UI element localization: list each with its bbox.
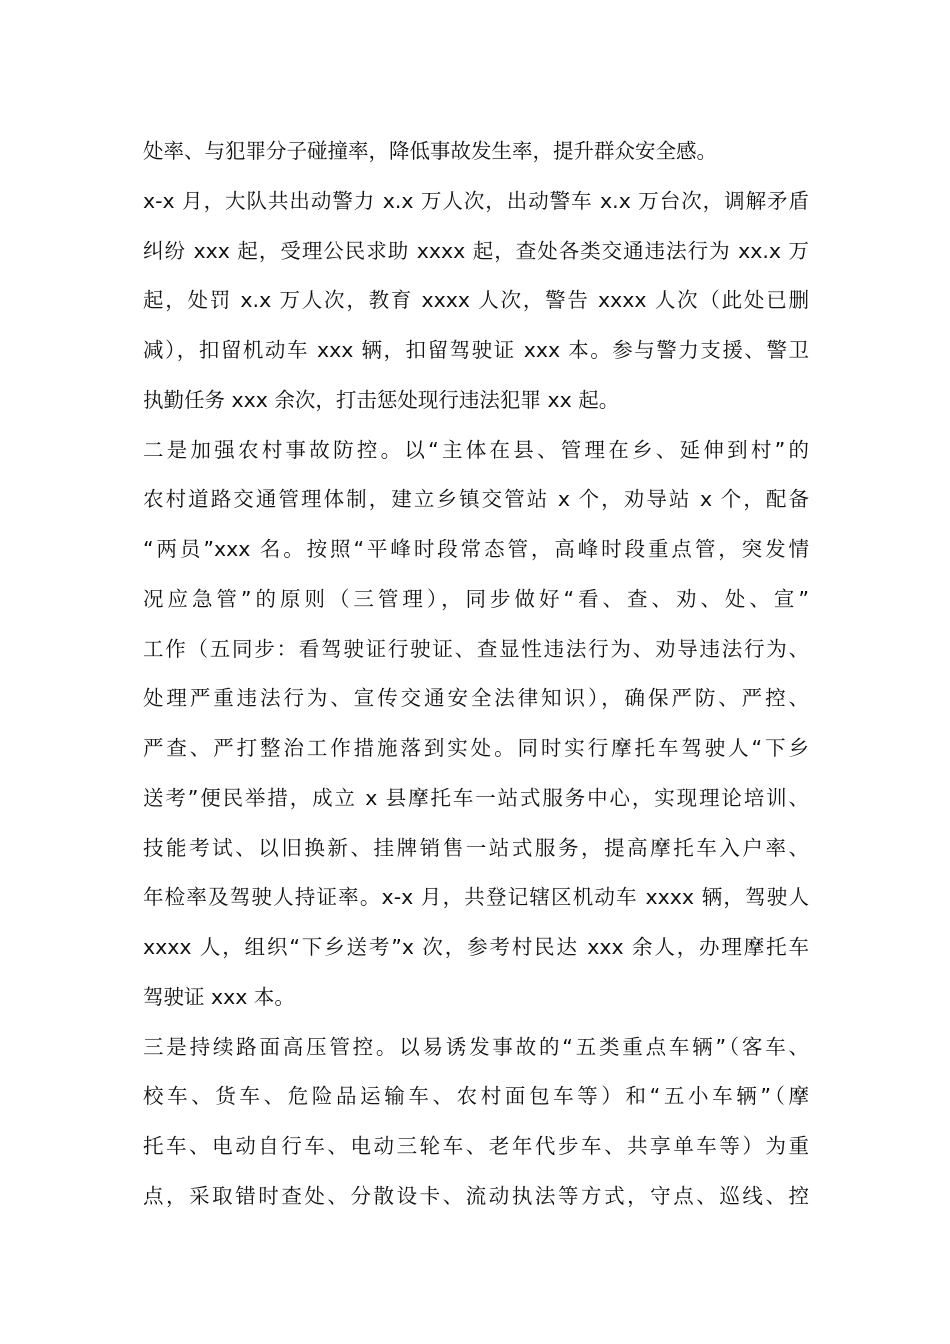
text-line: 起，处罚 x.x 万人次，教育 xxxx 人次，警告 xxxx 人次（此处已删: [143, 288, 809, 313]
text-line: 处率、与犯罪分子碰撞率，降低事故发生率，提升群众安全感。: [143, 139, 717, 163]
paragraph: [143, 177, 809, 426]
text-line: 减），扣留机动车 xxx 辆，扣留驾驶证 xxx 本。参与警力支援、警卫: [143, 338, 809, 362]
text-line: 二是加强农村事故防控。以“主体在县、管理在乡、延伸到村”的: [143, 437, 809, 462]
paragraph: [143, 1023, 809, 1222]
text-line: 执勤任务 xxx 余次，打击惩处现行违法犯罪 xx 起。: [143, 387, 620, 412]
document-body: [143, 127, 809, 1222]
text-line: 三是持续路面高压管控。以易诱发事故的“五类重点车辆”（客车、: [143, 1034, 809, 1059]
text-line: 驾驶证 xxx 本。: [143, 984, 295, 1009]
text-line: 托车、电动自行车、电动三轮车、老年代步车、共享单车等）为重: [143, 1134, 809, 1158]
text-line: xxxx 人，组织“下乡送考”x 次，参考村民达 xxx 余人，办理摩托车: [143, 935, 809, 959]
text-line: 农村道路交通管理体制，建立乡镇交管站 x 个，劝导站 x 个，配备: [143, 487, 809, 512]
text-line: 点，采取错时查处、分散设卡、流动执法等方式，守点、巡线、控: [143, 1183, 809, 1208]
paragraph: [143, 127, 809, 177]
text-line: “两员”xxx 名。按照“平峰时段常态管，高峰时段重点管，突发情: [143, 537, 809, 561]
text-line: 技能考试、以旧换新、挂牌销售一站式服务，提高摩托车入户率、: [143, 835, 809, 860]
text-line: 工作（五同步：看驾驶证行驶证、查显性违法行为、劝导违法行为、: [143, 636, 809, 661]
text-line: 年检率及驾驶人持证率。x-x 月，共登记辖区机动车 xxxx 辆，驾驶人: [143, 885, 809, 910]
text-line: x-x 月，大队共出动警力 x.x 万人次，出动警车 x.x 万台次，调解矛盾: [143, 188, 809, 213]
text-line: 纠纷 xxx 起，受理公民求助 xxxx 起，查处各类交通违法行为 xx.x 万: [143, 238, 809, 263]
paragraph: [143, 426, 809, 1023]
text-line: 严查、严打整治工作措施落到实处。同时实行摩托车驾驶人“下乡: [143, 736, 809, 760]
text-line: 送考”便民举措，成立 x 县摩托车一站式服务中心，实现理论培训、: [143, 785, 809, 810]
text-line: 校车、货车、危险品运输车、农村面包车等）和“五小车辆”（摩: [143, 1084, 809, 1109]
text-line: 况应急管”的原则（三管理），同步做好“看、查、劝、处、宣”: [143, 586, 809, 611]
text-line: 处理严重违法行为、宣传交通安全法律知识），确保严防、严控、: [143, 686, 809, 711]
